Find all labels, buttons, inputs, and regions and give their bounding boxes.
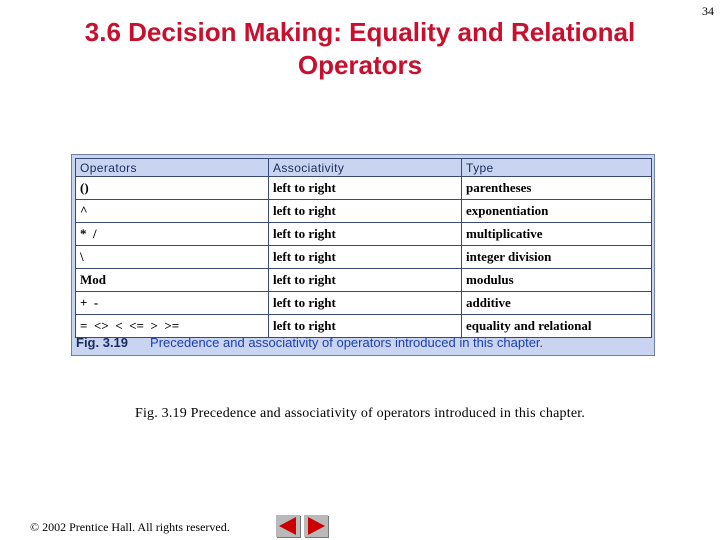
associativity-cell: left to right [269, 315, 462, 338]
table-row [76, 223, 652, 246]
table-row [76, 200, 652, 223]
operators-cell: ^ [76, 200, 269, 223]
next-slide-button[interactable] [304, 515, 328, 537]
operators-cell: () [76, 177, 269, 200]
column-header-type: Type [462, 159, 652, 177]
column-header-operators: Operators [76, 159, 269, 177]
table-header-row [76, 159, 652, 177]
page-number: 34 [702, 4, 714, 18]
previous-arrow-icon [276, 515, 300, 537]
next-arrow-icon [304, 515, 328, 537]
type-cell: additive [462, 292, 652, 315]
figure-inner-caption [76, 335, 648, 350]
associativity-cell: left to right [269, 269, 462, 292]
previous-slide-button[interactable] [276, 515, 300, 537]
type-cell: parentheses [462, 177, 652, 200]
operators-cell: \ [76, 246, 269, 269]
type-cell: multiplicative [462, 223, 652, 246]
operators-cell: + - [76, 292, 269, 315]
figure-caption: Fig. 3.19 Precedence and associativity of operators introduced in this chapter. [134, 406, 586, 421]
table-row [76, 246, 652, 269]
figure-image [71, 154, 655, 356]
type-cell: modulus [462, 269, 652, 292]
associativity-cell: left to right [269, 292, 462, 315]
type-cell: integer division [462, 246, 652, 269]
figure-inner-caption-text: Precedence and associativity of operators introduced in this chapter. [150, 335, 544, 350]
associativity-cell: left to right [269, 223, 462, 246]
precedence-table [75, 158, 652, 338]
type-cell: exponentiation [462, 200, 652, 223]
column-header-associativity: Associativity [269, 159, 462, 177]
operators-cell: Mod [76, 269, 269, 292]
figure-inner-caption-label: Fig. 3.19 [76, 335, 129, 350]
table-row [76, 269, 652, 292]
operators-cell: = <> < <= > >= [76, 315, 269, 338]
copyright-notice: © 2002 Prentice Hall. All rights reserved. [30, 520, 230, 534]
slide-navigation [276, 515, 332, 537]
type-cell: equality and relational [462, 315, 652, 338]
associativity-cell: left to right [269, 200, 462, 223]
associativity-cell: left to right [269, 246, 462, 269]
slide-title: 3.6 Decision Making: Equality and Relational Operators [84, 17, 636, 80]
associativity-cell: left to right [269, 177, 462, 200]
operators-cell: * / [76, 223, 269, 246]
table-row [76, 292, 652, 315]
table-row [76, 177, 652, 200]
